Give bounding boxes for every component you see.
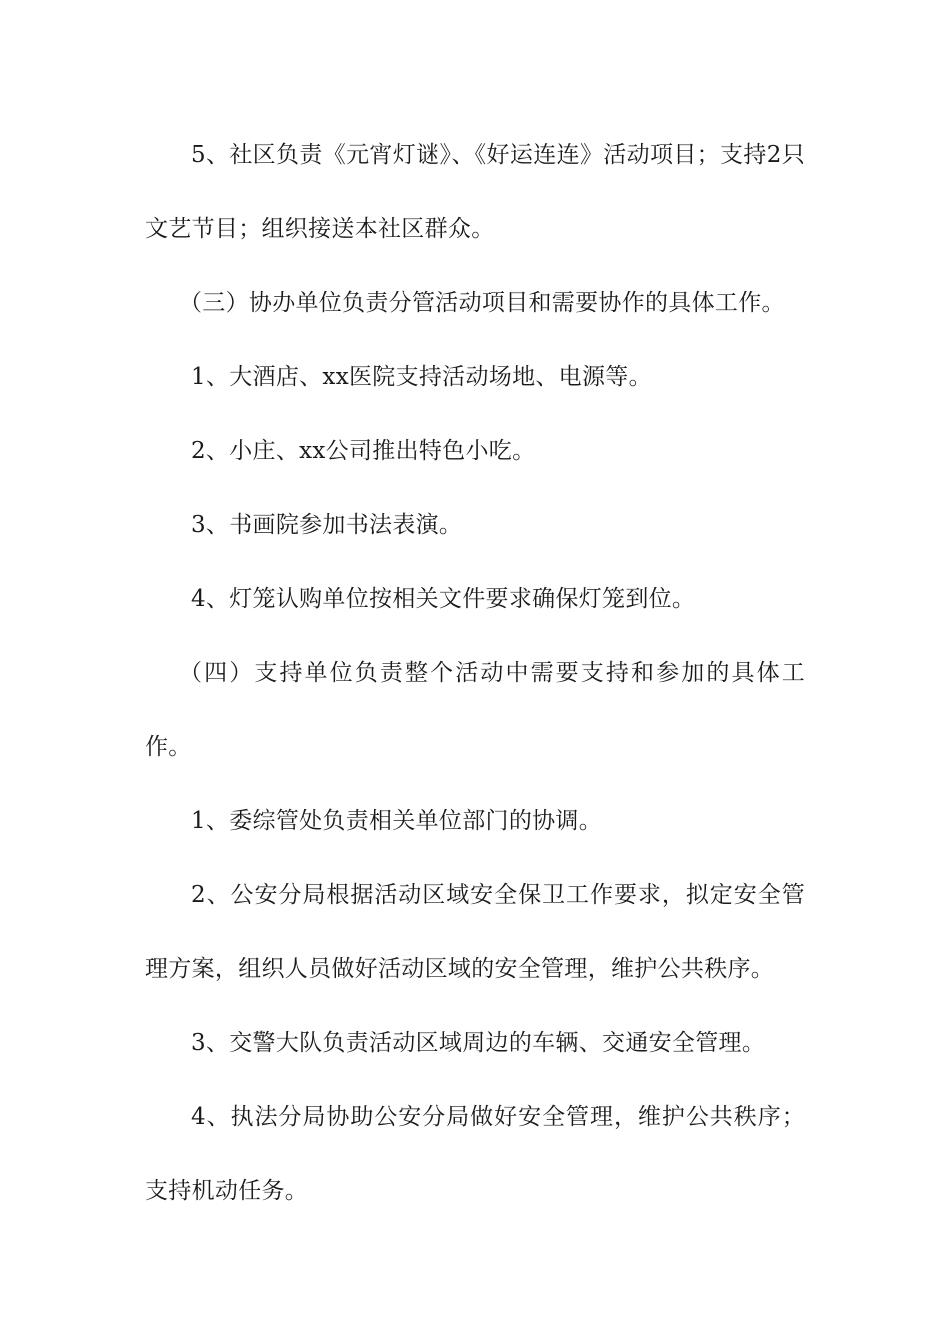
paragraph-hotel-hospital: 1、大酒店、xx医院支持活动场地、电源等。 <box>191 364 652 390</box>
document-body <box>145 118 805 1228</box>
section-heading-support-units: （四）支持单位负责整个活动中需要支持和参加的具体工作。 <box>145 660 805 760</box>
paragraph-traffic-police: 3、交警大队负责活动区域周边的车辆、交通安全管理。 <box>191 1030 766 1056</box>
paragraph-community-tasks: 5、社区负责《元宵灯谜》、《好运连连》活动项目；支持2只文艺节目；组织接送本社区群众。 <box>145 142 805 242</box>
paragraph-law-enforcement: 4、执法分局协助公安分局做好安全管理，维护公共秩序；支持机动任务。 <box>145 1104 805 1204</box>
paragraph-coordination: 1、委综管处负责相关单位部门的协调。 <box>191 808 603 834</box>
paragraph-snacks: 2、小庄、xx公司推出特色小吃。 <box>191 438 536 464</box>
paragraph-calligraphy: 3、书画院参加书法表演。 <box>191 512 463 538</box>
section-heading-co-organizers: （三）协办单位负责分管活动项目和需要协作的具体工作。 <box>179 290 785 316</box>
paragraph-public-security: 2、公安分局根据活动区域安全保卫工作要求，拟定安全管理方案，组织人员做好活动区域的安全管理，维护公共秩序。 <box>145 882 805 982</box>
paragraph-lanterns: 4、灯笼认购单位按相关文件要求确保灯笼到位。 <box>191 586 696 612</box>
